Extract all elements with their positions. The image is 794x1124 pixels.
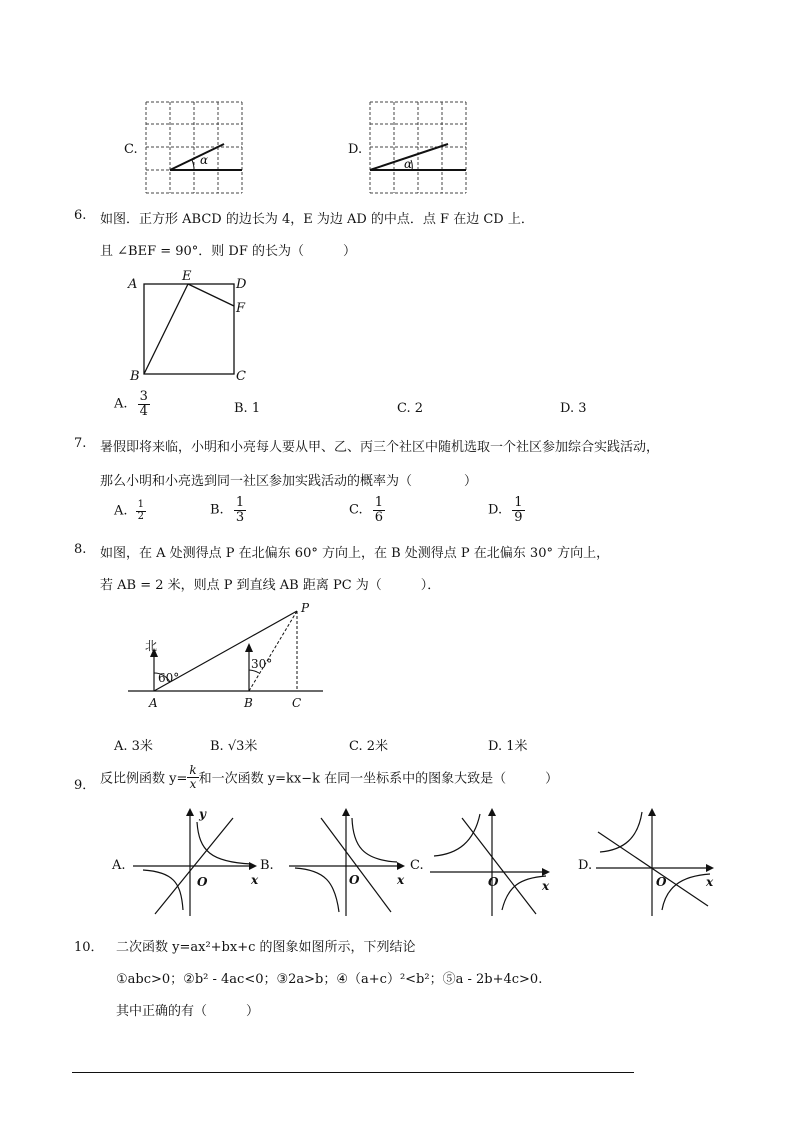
y-axis-label: y <box>199 807 206 821</box>
origin-label: O <box>656 875 667 889</box>
q8-text-line1: 如图，在 A 处测得点 P 在北偏东 60° 方向上，在 B 处测得点 P 在北偏东 30° 方向上， <box>100 546 610 561</box>
label-f: F <box>236 301 246 316</box>
q6-option-d[interactable]: D. 3 <box>560 401 587 416</box>
angle-30-label: 30° <box>251 657 273 671</box>
label-b: B <box>244 696 253 710</box>
x-axis-label: x <box>251 873 259 887</box>
q9-option-b-label[interactable]: B. <box>260 858 274 873</box>
alpha-label: α <box>200 153 209 167</box>
q5-option-c-figure <box>146 102 242 198</box>
x-axis-label: x <box>397 873 405 887</box>
north-label: 北 <box>145 639 158 653</box>
q9-option-d-label[interactable]: D. <box>578 858 593 873</box>
q9-number: 9． <box>74 778 96 793</box>
q8-option-b[interactable]: B. √3米 <box>210 739 258 754</box>
q9-text: 反比例函数 y= $\frac{k}{x}$ 和一次函数 y=kx−k 在同一坐标系中的图象大致是（ ） <box>100 763 559 791</box>
q6-text-line1: 如图．正方形 ABCD 的边长为 4，E 为边 AD 的中点．点 F 在边 CD 上． <box>100 212 534 227</box>
q7-option-d[interactable]: D. $\frac{1}{9}$ <box>488 495 523 525</box>
q7-text-line1: 暑假即将来临，小明和小亮每人要从甲、乙、丙三个社区中随机选取一个社区参加综合实践活动， <box>100 440 660 455</box>
q10-text-line2: ①abc>0；②b² - 4ac<0；③2a>b；④（a+c）²<b²；⑤a - 2b+4c>0. <box>116 972 543 987</box>
label-c: C <box>292 696 302 710</box>
origin-label: O <box>349 873 360 887</box>
label-e: E <box>182 269 192 284</box>
label-p: P <box>301 601 310 615</box>
label-a: A <box>149 696 158 710</box>
q6-option-a[interactable]: A. $\frac{3}{4}$ <box>114 389 148 419</box>
q6-option-b[interactable]: B. 1 <box>234 401 261 416</box>
label-d: D <box>236 277 247 292</box>
q9-graph-c[interactable] <box>430 806 560 916</box>
x-axis-label: x <box>706 875 714 889</box>
q6-option-c[interactable]: C. 2 <box>397 401 424 416</box>
q8-option-d[interactable]: D. 1米 <box>488 739 528 754</box>
footer-divider <box>72 1072 634 1073</box>
angle-60-label: 60° <box>158 671 180 685</box>
origin-label: O <box>197 875 208 889</box>
q10-text-line3: 其中正确的有（ ） <box>116 1004 260 1019</box>
q5-option-d-figure <box>370 102 466 198</box>
q9-option-c-label[interactable]: C. <box>410 858 424 873</box>
q8-bearing-figure <box>125 601 330 716</box>
label-b: B <box>130 369 140 384</box>
x-axis-label: x <box>542 879 550 893</box>
q6-number: 6. <box>74 208 87 223</box>
q10-text-line1: 二次函数 y=ax²+bx+c 的图象如图所示，下列结论 <box>116 940 416 955</box>
q8-number: 8. <box>74 542 87 557</box>
q9-graph-d[interactable] <box>596 806 726 916</box>
alpha-label: α <box>404 157 413 171</box>
q5-option-d-label[interactable]: D. <box>348 142 363 157</box>
q10-number: 10． <box>74 940 104 955</box>
origin-label: O <box>488 875 499 889</box>
q8-text-line2: 若 AB = 2 米，则点 P 到直线 AB 距离 PC 为（ ）． <box>100 578 441 593</box>
q7-option-c[interactable]: C. $\frac{1}{6}$ <box>349 495 384 525</box>
q6-text-line2: 且 ∠BEF = 90°．则 DF 的长为（ ） <box>100 244 356 259</box>
q7-text-line2: 那么小明和小亮选到同一社区参加实践活动的概率为（ ） <box>100 474 478 489</box>
q9-graph-a[interactable] <box>133 806 263 916</box>
q7-option-a[interactable]: A. $\frac{1}{2}$ <box>114 499 145 522</box>
q8-option-c[interactable]: C. 2米 <box>349 739 389 754</box>
q7-option-b[interactable]: B. $\frac{1}{3}$ <box>210 495 245 525</box>
q7-number: 7. <box>74 436 87 451</box>
q9-option-a-label[interactable]: A. <box>112 858 126 873</box>
q5-option-c-label[interactable]: C. <box>124 142 138 157</box>
q8-option-a[interactable]: A. 3米 <box>114 739 153 754</box>
q9-graph-b[interactable] <box>289 806 414 916</box>
label-a: A <box>128 277 138 292</box>
label-c: C <box>236 369 246 384</box>
q6-square-figure <box>128 269 248 384</box>
